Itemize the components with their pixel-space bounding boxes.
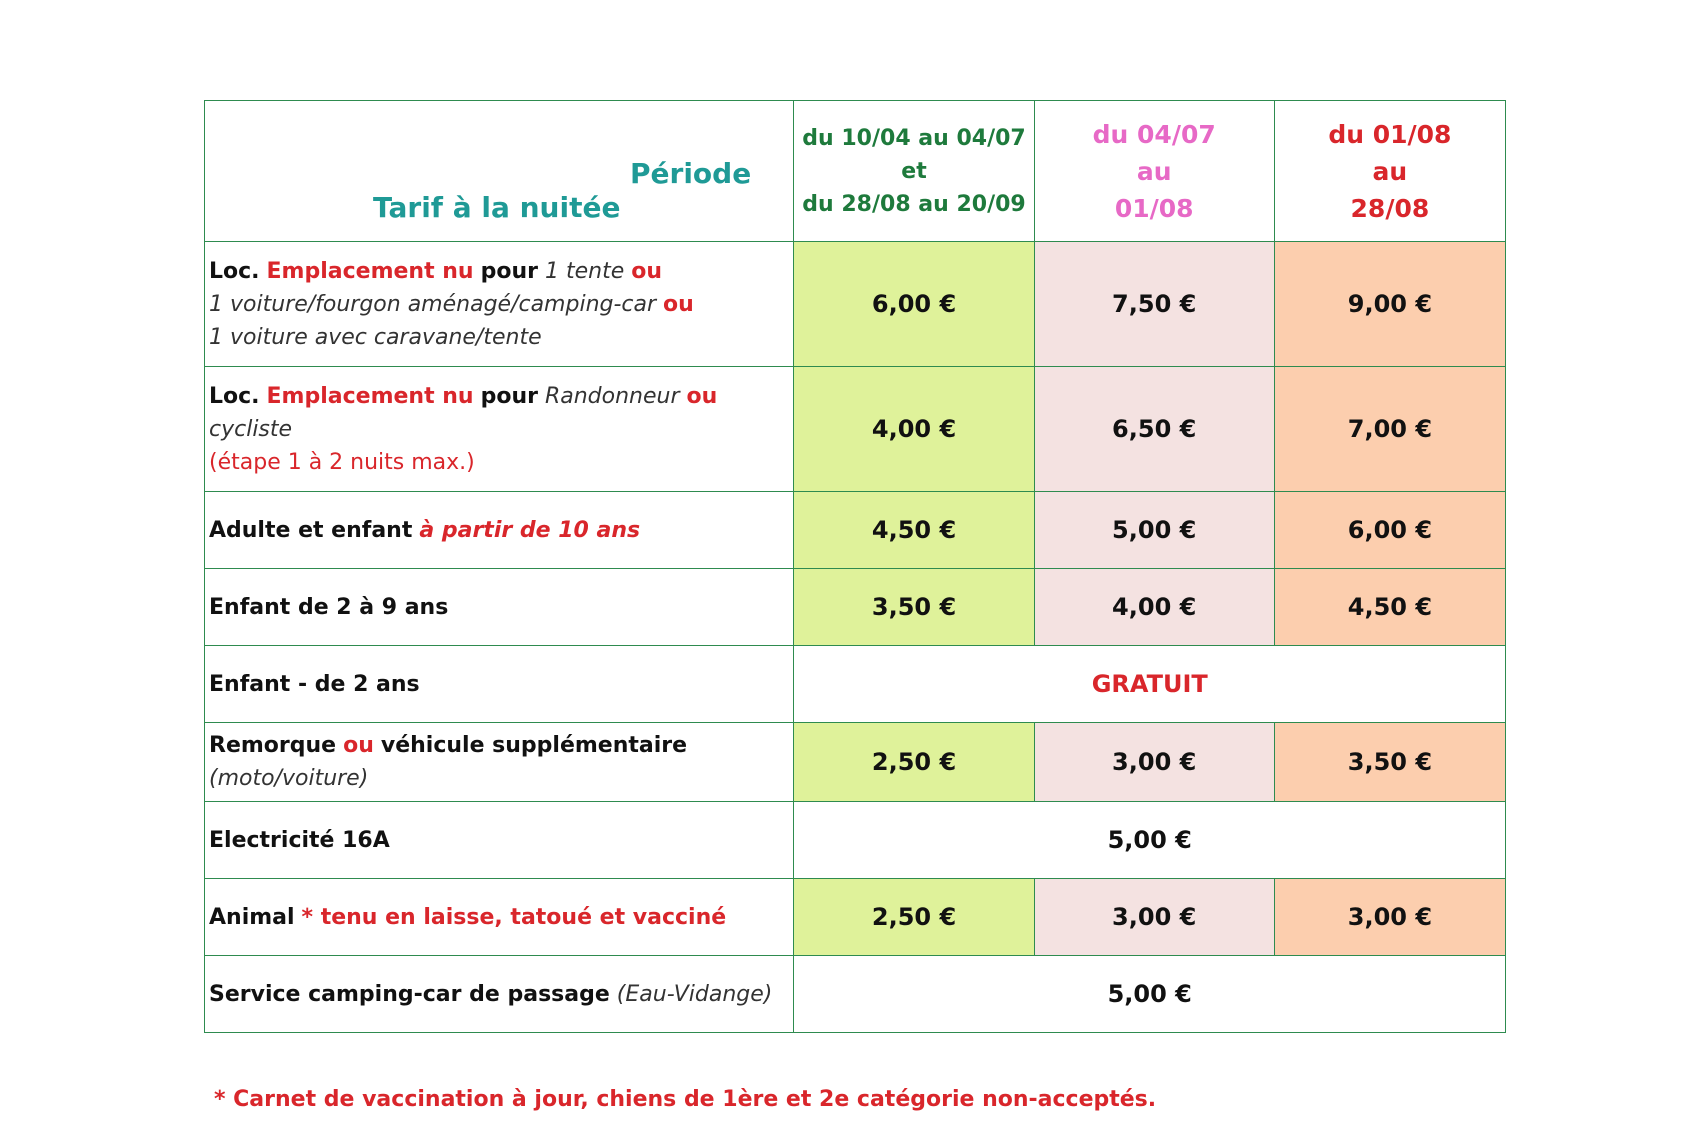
price-period2: 3,00 € — [1034, 723, 1274, 802]
price-period1: 4,00 € — [794, 367, 1034, 492]
row-service-camping-car — [205, 956, 1506, 1033]
price-period1: 2,50 € — [794, 879, 1034, 956]
cycliste-text: cycliste — [209, 416, 293, 442]
period1-line3: du 28/08 au 20/09 — [802, 191, 1026, 217]
row-label — [205, 956, 794, 1033]
price-period1: 2,50 € — [794, 723, 1034, 802]
period1-line2: et — [901, 158, 927, 184]
vehicule-text: véhicule supplémentaire — [380, 733, 688, 758]
loc-text: Loc. — [209, 258, 260, 284]
price-period1: 6,00 € — [794, 242, 1034, 367]
tariff-table — [204, 100, 1506, 1033]
period3-line2: au — [1372, 156, 1408, 186]
row-label — [205, 367, 794, 492]
period2-header — [1034, 101, 1274, 242]
ou-text: ou — [686, 383, 718, 409]
tarif-label: Tarif à la nuitée — [373, 191, 621, 224]
animal-text: Animal — [209, 904, 295, 930]
tente-text: 1 tente — [544, 258, 625, 284]
price-period2: 7,50 € — [1034, 242, 1274, 367]
row-animal — [205, 879, 1506, 956]
periode-label: Période — [630, 157, 752, 190]
animal-note-text: * tenu en laisse, tatoué et vacciné — [301, 904, 727, 930]
row-label — [205, 569, 794, 646]
price-period3: 9,00 € — [1274, 242, 1505, 367]
price-period1: 4,50 € — [794, 492, 1034, 569]
age-text: à partir de 10 ans — [419, 517, 641, 543]
row-emplacement-randonneur — [205, 367, 1506, 492]
row-label — [205, 492, 794, 569]
caravane-text: 1 voiture avec caravane/tente — [209, 324, 542, 350]
electricite-text: Electricité 16A — [209, 827, 390, 853]
price-period2: 4,00 € — [1034, 569, 1274, 646]
footnote: * Carnet de vaccination à jour, chiens de 1ère et 2e catégorie non-acceptés. — [214, 1087, 1157, 1112]
moto-voiture-text: (moto/voiture) — [209, 766, 369, 791]
row-electricite — [205, 802, 1506, 879]
voiture-text: 1 voiture/fourgon aménagé/camping-car — [209, 291, 657, 317]
pour-text: pour — [480, 258, 538, 284]
row-label — [205, 646, 794, 723]
ou-text: ou — [663, 291, 694, 317]
period1-header — [794, 101, 1034, 242]
header-row — [205, 101, 1506, 242]
price-period3: 7,00 € — [1274, 367, 1505, 492]
row-label — [205, 879, 794, 956]
emplacement-text: Emplacement nu — [266, 258, 474, 284]
price-period3: 4,50 € — [1274, 569, 1505, 646]
ou-text: ou — [631, 258, 663, 284]
period2-line2: au — [1136, 156, 1172, 186]
enfant-text: Enfant de 2 à 9 ans — [209, 594, 449, 620]
price-period2: 3,00 € — [1034, 879, 1274, 956]
price-period2: 5,00 € — [1034, 492, 1274, 569]
row-emplacement-tente — [205, 242, 1506, 367]
header-label-cell — [205, 101, 794, 242]
service-text: Service camping-car de passage — [209, 981, 610, 1007]
price-period1: 3,50 € — [794, 569, 1034, 646]
randonneur-text: Randonneur — [544, 383, 680, 409]
enfant-moins-2-text: Enfant - de 2 ans — [209, 671, 420, 697]
row-label — [205, 802, 794, 879]
price-period3: 6,00 € — [1274, 492, 1505, 569]
price-period2: 6,50 € — [1034, 367, 1274, 492]
row-adulte — [205, 492, 1506, 569]
period2-line3: 01/08 — [1114, 193, 1194, 223]
row-remorque — [205, 723, 1506, 802]
remorque-text: Remorque — [209, 733, 337, 758]
row-label — [205, 723, 794, 802]
adulte-text: Adulte et enfant — [209, 517, 413, 543]
price-period3: 3,50 € — [1274, 723, 1505, 802]
period3-line1: du 01/08 — [1328, 119, 1452, 149]
period3-header — [1274, 101, 1505, 242]
service-value: 5,00 € — [794, 956, 1506, 1033]
row-enfant-moins-2 — [205, 646, 1506, 723]
eau-vidange-text: (Eau-Vidange) — [616, 981, 773, 1007]
gratuit-value: GRATUIT — [794, 646, 1506, 723]
period1-line1: du 10/04 au 04/07 — [802, 125, 1026, 151]
pour-text: pour — [480, 383, 538, 409]
period2-line1: du 04/07 — [1092, 119, 1216, 149]
emplacement-text: Emplacement nu — [266, 383, 474, 409]
row-enfant-2-9 — [205, 569, 1506, 646]
price-period3: 3,00 € — [1274, 879, 1505, 956]
loc-text: Loc. — [209, 383, 260, 409]
ou-text: ou — [343, 733, 374, 758]
period3-line3: 28/08 — [1350, 193, 1430, 223]
electricite-value: 5,00 € — [794, 802, 1506, 879]
row-label — [205, 242, 794, 367]
etape-text: (étape 1 à 2 nuits max.) — [209, 449, 475, 475]
